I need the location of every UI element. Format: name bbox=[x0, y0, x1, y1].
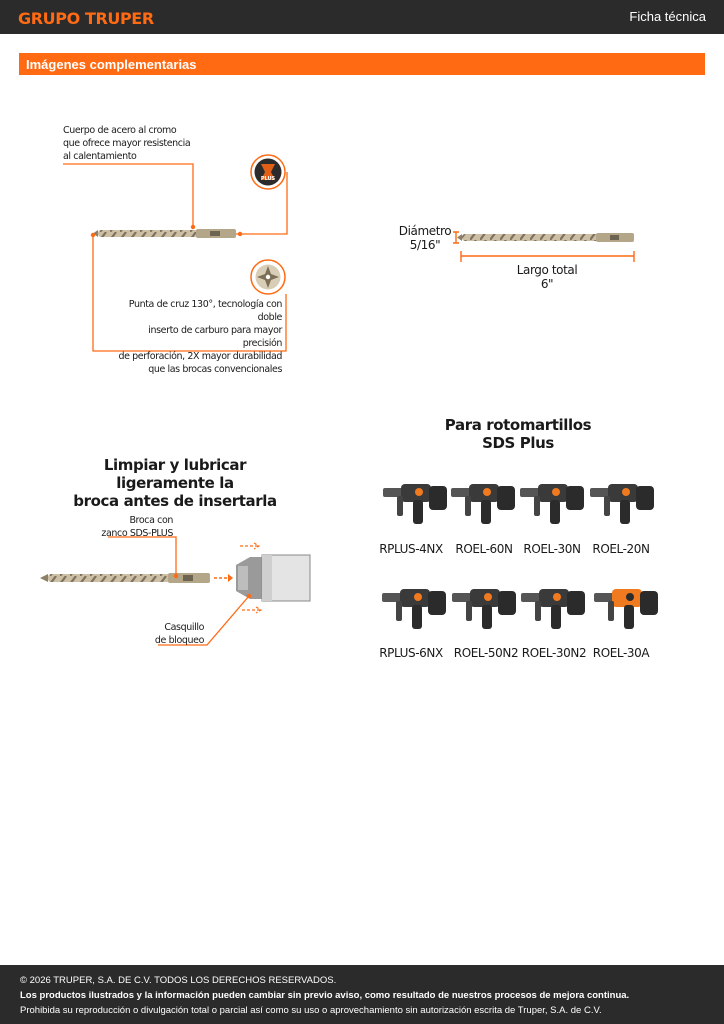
tip-note-line: de perforación, 2X mayor durabilidad bbox=[118, 351, 282, 362]
chuck-label bbox=[140, 621, 204, 647]
model-label: ROEL-30N2 bbox=[521, 646, 587, 660]
model-label: ROEL-20N bbox=[592, 542, 650, 556]
bit-label-line: Broca con bbox=[129, 515, 173, 526]
length-value: 6" bbox=[540, 277, 554, 291]
footer-copyright: © 2026 TRUPER, S.A. DE C.V. TODOS LOS DERECHOS RESERVADOS. bbox=[20, 975, 337, 986]
rotary-hammer-icon bbox=[452, 589, 516, 629]
bit-label-line: zanco SDS-PLUS bbox=[101, 528, 173, 539]
rotary-hammer-icon bbox=[521, 589, 585, 629]
section-title: Imágenes complementarias bbox=[26, 57, 197, 72]
footer-notice: Los productos ilustrados y la información pueden cambiar sin previo aviso, como resultado de nuestros procesos de mejora continua. bbox=[20, 990, 630, 1001]
drill-bit-icon bbox=[40, 573, 210, 583]
model-label: RPLUS-6NX bbox=[379, 646, 443, 660]
drill-bit-icon bbox=[457, 233, 634, 242]
chuck-label-line: Casquillo bbox=[164, 622, 204, 633]
tip-note-line: que las brocas convencionales bbox=[148, 364, 282, 375]
rotary-hammer-icon bbox=[594, 589, 658, 629]
rotary-hammer-icon bbox=[451, 484, 515, 524]
brand-logo: GRUPO TRUPER bbox=[18, 9, 154, 28]
model-label: ROEL-60N bbox=[455, 542, 513, 556]
footer-prohibition: Prohibida su reproducción o divulgación total o parcial así como su uso o aprovechamiento sin autorización escrita de Truper, S.A. de C.V. bbox=[20, 1005, 602, 1016]
compatibility-title-line: SDS Plus bbox=[482, 434, 554, 452]
length-label-group bbox=[507, 263, 587, 291]
compatibility-title-line: Para rotomartillos bbox=[444, 416, 592, 434]
instruction-title bbox=[55, 456, 295, 510]
body-note-line: al calentamiento bbox=[63, 151, 137, 162]
tip-note-line: Punta de cruz 130°, tecnología con doble bbox=[128, 299, 282, 323]
badge-label: PLUS bbox=[260, 176, 276, 182]
footer bbox=[0, 965, 724, 1024]
compatibility-title bbox=[418, 416, 618, 452]
model-label: ROEL-30A bbox=[592, 646, 650, 660]
rotary-hammer-icon bbox=[383, 484, 447, 524]
rotary-hammer-grid bbox=[382, 484, 658, 629]
model-label: RPLUS-4NX bbox=[379, 542, 443, 556]
dimensions-diagram bbox=[453, 232, 634, 262]
diameter-label-group bbox=[395, 224, 455, 252]
rotary-hammer-icon bbox=[520, 484, 584, 524]
bit-label bbox=[95, 514, 173, 540]
rotary-hammer-icon bbox=[590, 484, 654, 524]
sds-plus-badge-icon bbox=[251, 155, 285, 189]
body-note-line: Cuerpo de acero al cromo bbox=[63, 125, 177, 136]
cross-tip-icon bbox=[251, 260, 285, 294]
model-label: ROEL-30N bbox=[523, 542, 581, 556]
body-note-line: que ofrece mayor resistencia bbox=[63, 138, 191, 149]
diameter-label: Diámetro bbox=[398, 224, 452, 238]
document-type: Ficha técnica bbox=[629, 9, 706, 24]
rotary-hammer-icon bbox=[382, 589, 446, 629]
drill-bit-icon bbox=[93, 229, 236, 238]
chuck-icon bbox=[236, 555, 310, 601]
instruction-title-line: Limpiar y lubricar ligeramente la bbox=[103, 456, 247, 492]
tip-note bbox=[108, 298, 282, 376]
instruction-title-line: broca antes de insertarla bbox=[73, 492, 277, 510]
chuck-label-line: de bloqueo bbox=[154, 635, 204, 646]
body-note bbox=[63, 124, 213, 163]
diameter-value: 5/16" bbox=[409, 238, 441, 252]
tip-note-line: inserto de carburo para mayor precisión bbox=[148, 325, 282, 349]
length-label: Largo total bbox=[516, 263, 578, 277]
model-label: ROEL-50N2 bbox=[453, 646, 519, 660]
